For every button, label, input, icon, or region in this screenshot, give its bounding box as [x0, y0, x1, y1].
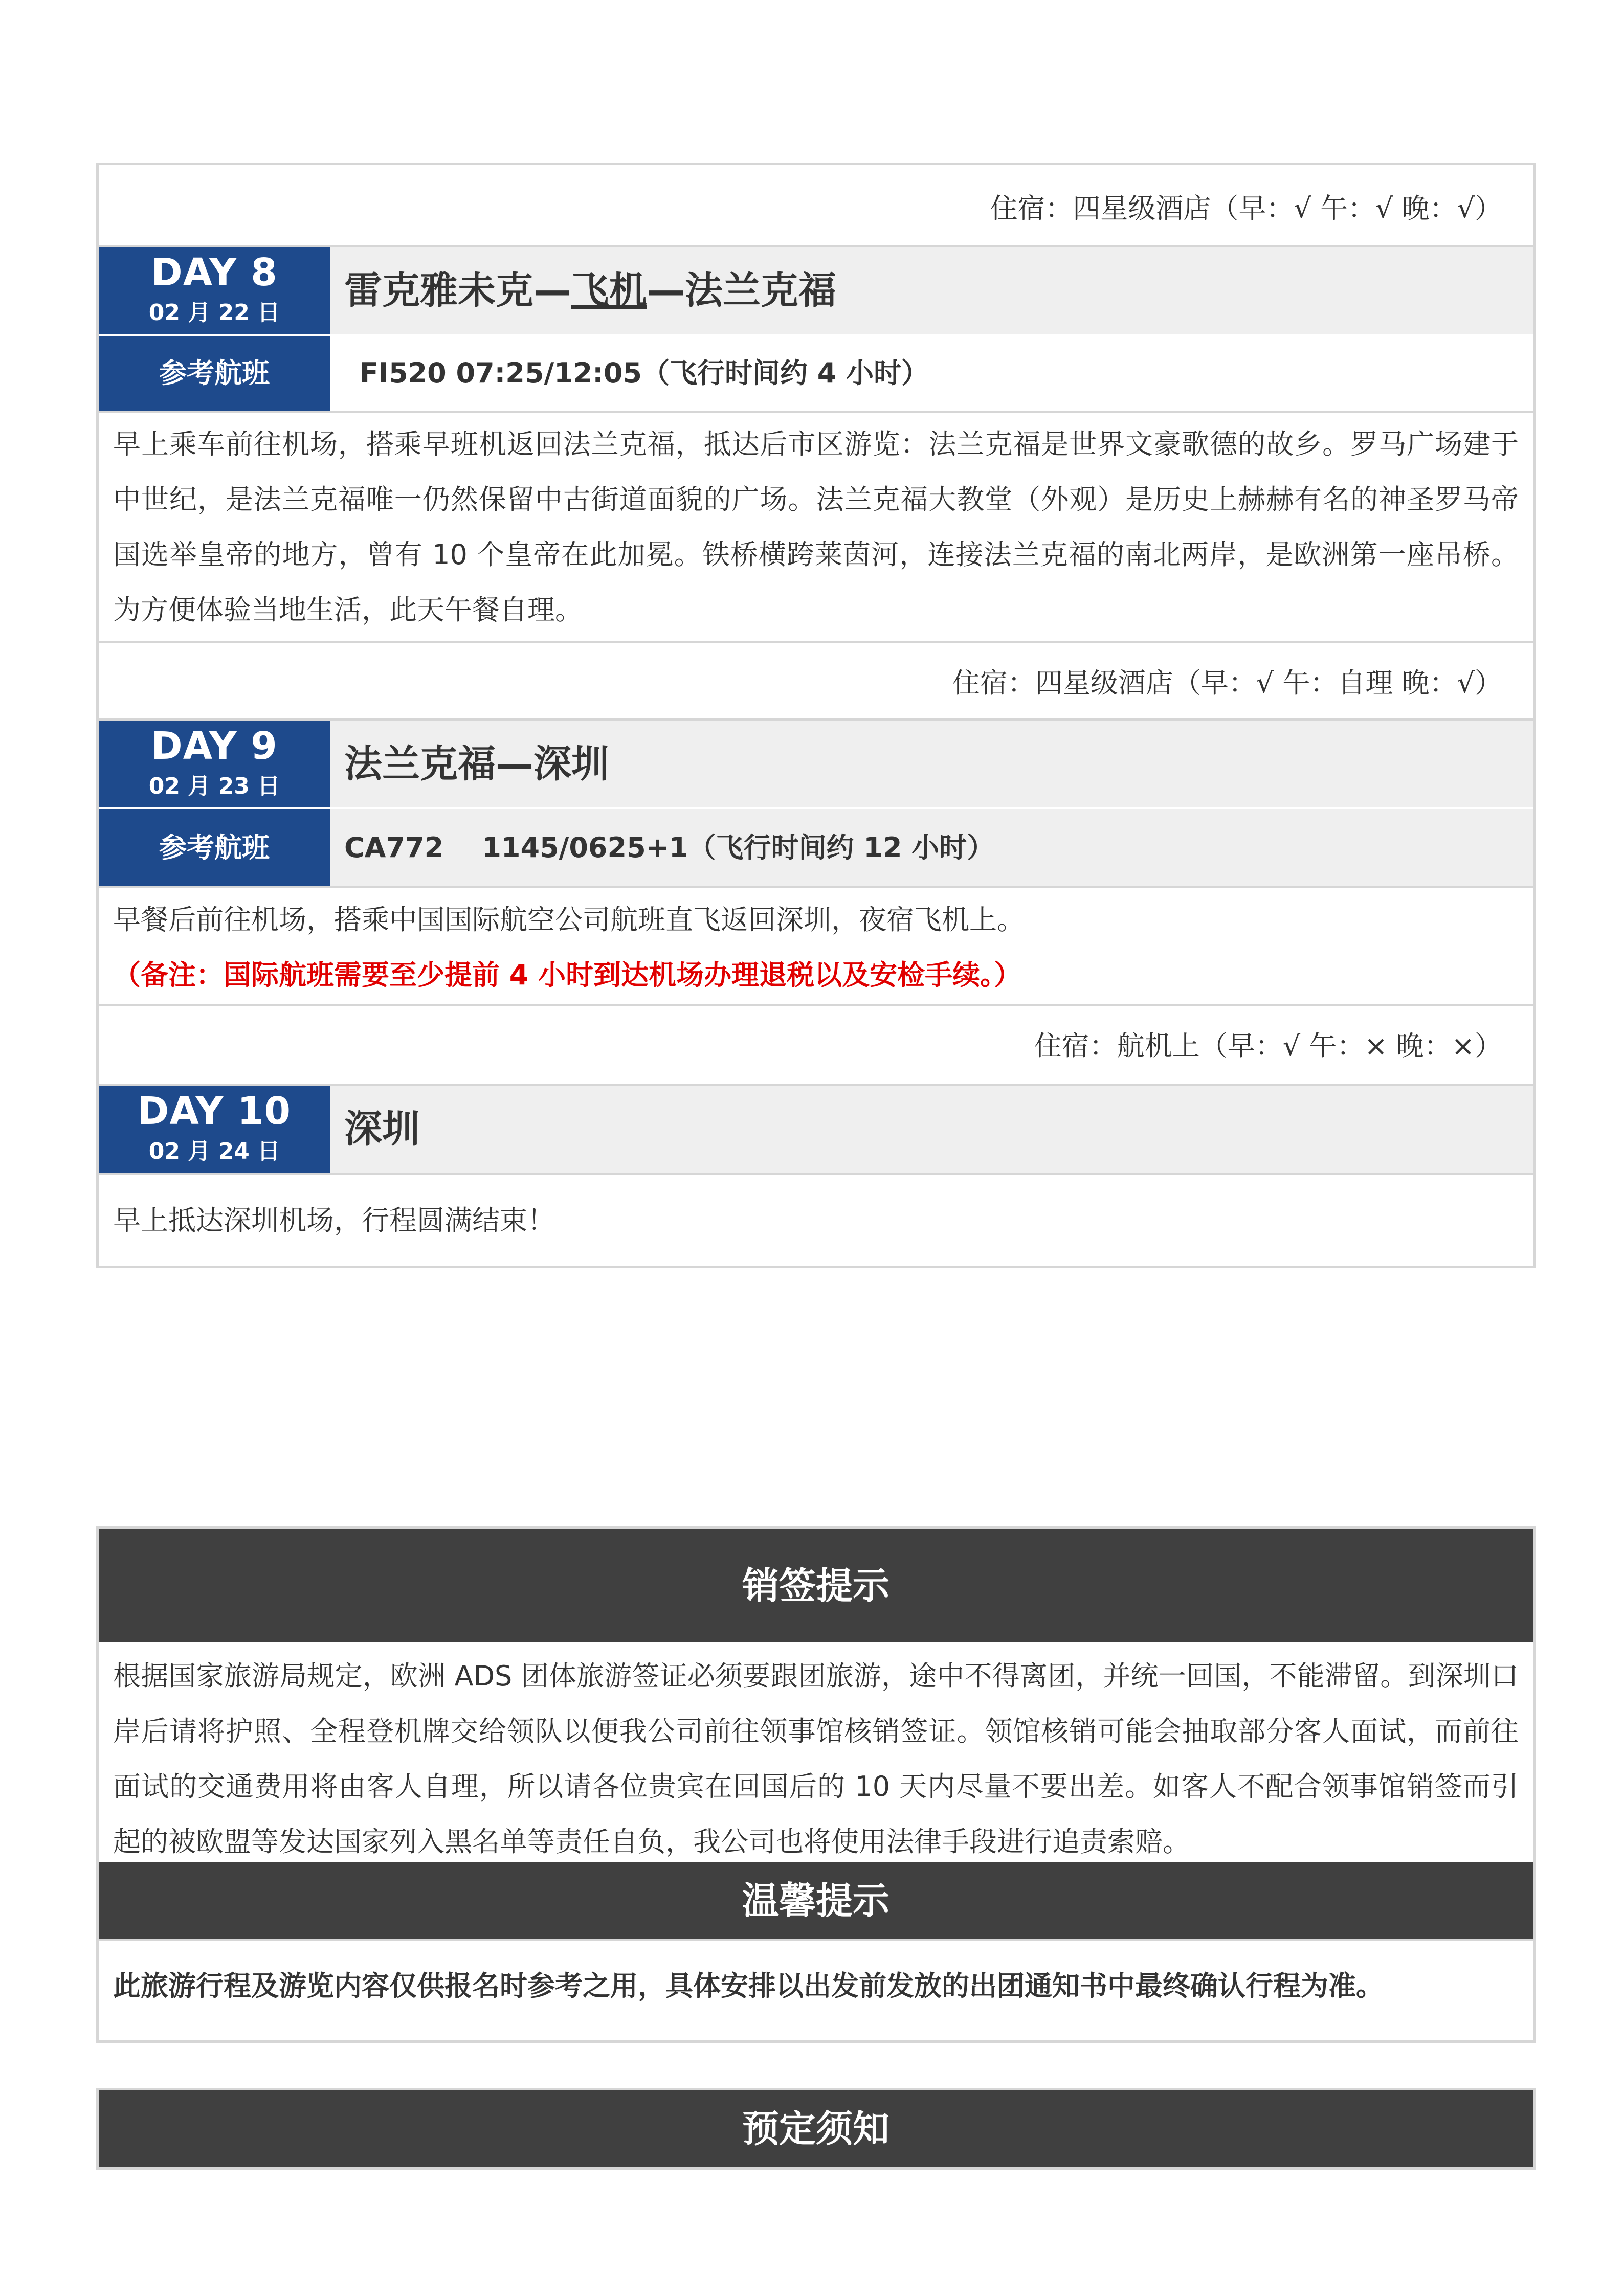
visa-notice-text: 根据国家旅游局规定，欧洲 ADS 团体旅游签证必须要跟团旅游，途中不得离团，并统一回国，不能滞留。到深圳口岸后请将护照、全程登机牌交给领队以便我公司前往领事馆核销签证。领馆核销可能会抽取部分客人面试，而前往面试的交通费用将由客人自理，所以请各位贵宾在回国后的 10 天内尽量不要出差。如客人不配合领事馆销签而引起的被欧盟等发达国家列入黑名单等责任自负，我公司也将使用法律手段进行追责索赔。 [113, 1660, 1519, 1858]
warm-notice-text: 此旅游行程及游览内容仅供报名时参考之用，具体安排以出发前发放的出团通知书中最终确认行程为准。 [113, 1970, 1384, 2002]
notice-box [96, 1526, 1536, 2043]
day9-date: 02 月 23 日 [148, 773, 280, 799]
booking-notice-title: 预定须知 [99, 2090, 1533, 2167]
divider [99, 1173, 1533, 1175]
day8-title-part2: —法兰克福 [647, 268, 836, 312]
day8-flight-info: FI520 07:25/12:05（飞行时间约 4 小时） [330, 336, 1533, 411]
day8-flight-label: 参考航班 [99, 336, 330, 411]
day9-note: （备注：国际航班需要至少提前 4 小时到达机场办理退税以及安检手续。） [113, 959, 1022, 991]
day9-badge [99, 721, 330, 807]
day8-description: 早上乘车前往机场，搭乘早班机返回法兰克福，抵达后市区游览：法兰克福是世界文豪歌德的故乡。罗马广场建于中世纪，是法兰克福唯一仍然保留中古街道面貌的广场。法兰克福大教堂（外观）是历史上赫赫有名的神圣罗马帝国选举皇帝的地方，曾有 10 个皇帝在此加冕。铁桥横跨莱茵河，连接法兰克福的南北两岸，是欧洲第一座吊桥。为方便体验当地生活，此天午餐自理。 [113, 428, 1519, 626]
day9-flight-info: CA772 1145/0625+1（飞行时间约 12 小时） [330, 809, 1533, 886]
day9-flight-label: 参考航班 [99, 809, 330, 886]
day8-label: DAY 8 [151, 251, 278, 295]
day9-description [99, 888, 1533, 991]
day8-badge [99, 247, 330, 334]
day10-title: 深圳 [330, 1086, 1533, 1173]
warm-notice-title: 温馨提示 [99, 1862, 1533, 1939]
day10-description: 早上抵达深圳机场，行程圆满结束！ [113, 1204, 555, 1236]
day7-stay-info: 住宿：四星级酒店（早：√ 午：√ 晚：√） [990, 192, 1502, 224]
divider [99, 1939, 1533, 1941]
day9-label: DAY 9 [151, 724, 278, 768]
itinerary-box [96, 163, 1536, 1268]
day9-stay-info: 住宿：航机上（早：√ 午：× 晚：×） [1034, 1030, 1502, 1062]
day8-title-part1: 雷克雅未克— [344, 268, 571, 312]
visa-notice-title: 销签提示 [99, 1529, 1533, 1642]
day8-stay-info: 住宿：四星级酒店（早：√ 午：自理 晚：√） [952, 667, 1502, 699]
day8-date: 02 月 22 日 [148, 300, 280, 326]
day10-date: 02 月 24 日 [148, 1138, 280, 1164]
divider [99, 1004, 1533, 1006]
divider [99, 641, 1533, 643]
day8-title [330, 247, 1533, 334]
day8-title-underlined: 飞机 [571, 268, 647, 312]
booking-notice-box [96, 2088, 1536, 2170]
day9-title: 法兰克福—深圳 [330, 721, 1533, 807]
day10-badge [99, 1086, 330, 1173]
day10-label: DAY 10 [138, 1089, 291, 1133]
day9-desc-text: 早餐后前往机场，搭乘中国国际航空公司航班直飞返回深圳，夜宿飞机上。 [113, 904, 1025, 936]
